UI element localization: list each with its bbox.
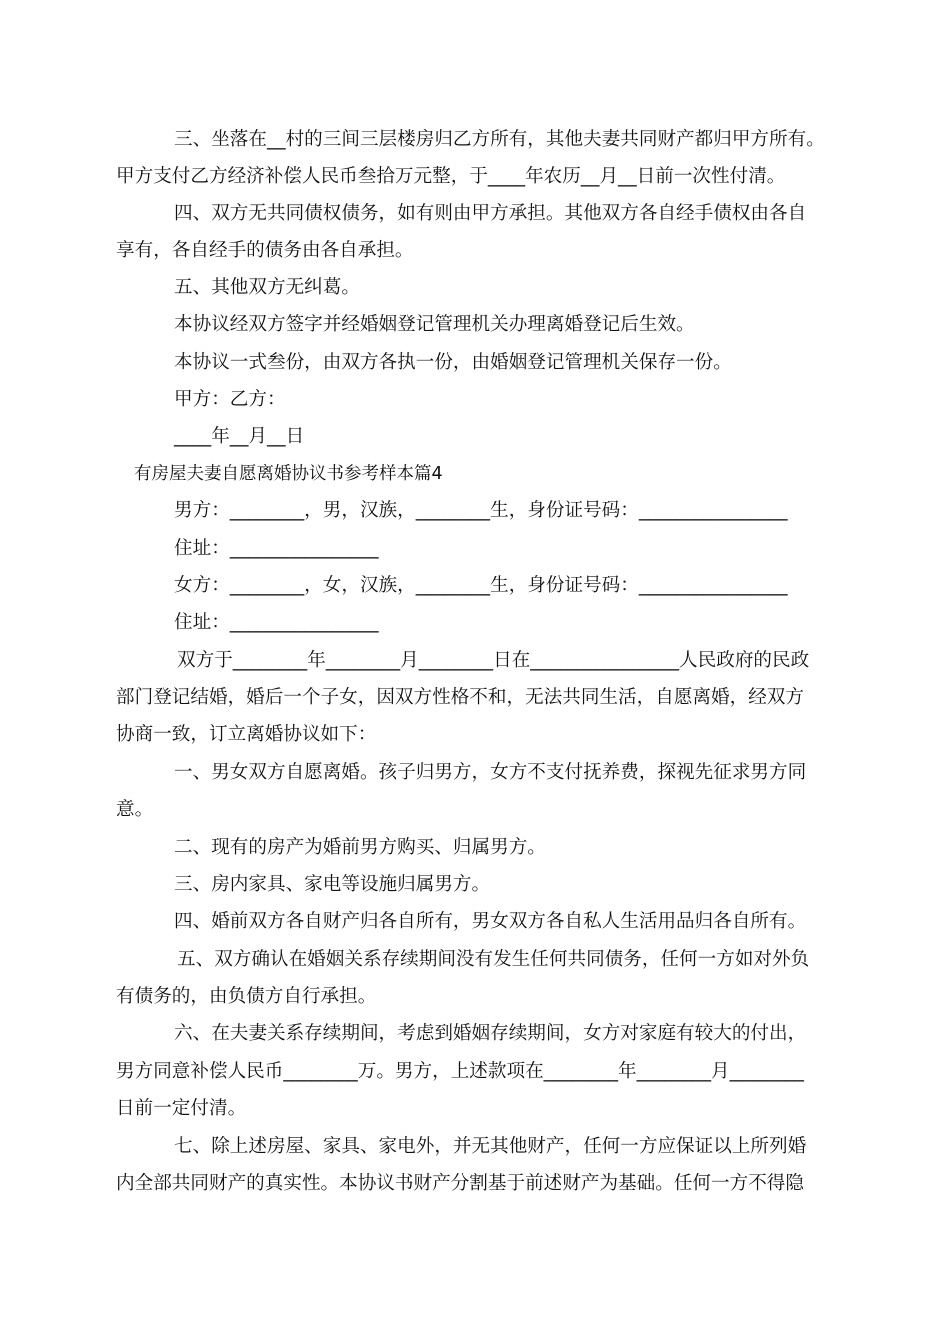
copies-clause: 本协议一式叁份，由双方各执一份，由婚姻登记管理机关保存一份。 <box>174 352 732 373</box>
clause-1-line-1: 一、男女双方自愿离婚。孩子归男方，女方不支付抚养费，探视先征求男方同 <box>174 762 807 783</box>
female-party-info: 女方：________，女，汉族，________生，身份证号码：________________ <box>174 575 788 596</box>
paragraph-3-house-line-2: 甲方支付乙方经济补偿人民币叁拾万元整，于____年农历__月__日前一次性付清。 <box>116 166 786 187</box>
intro-line-1: 双方于________年________月________日在________________人民政府的民政 <box>177 650 810 671</box>
paragraph-5-no-dispute: 五、其他双方无纠葛。 <box>174 277 360 298</box>
female-party-address: 住址：________________ <box>174 612 379 633</box>
effective-clause: 本协议经双方签字并经婚姻登记管理机关办理离婚登记后生效。 <box>174 314 695 335</box>
clause-2: 二、现有的房产为婚前男方购买、归属男方。 <box>174 837 546 858</box>
clause-1-line-2: 意。 <box>116 799 154 820</box>
male-party-info: 男方：________，男，汉族，________生，身份证号码：________________ <box>174 500 788 521</box>
clause-4: 四、婚前双方各自财产归各自所有，男女双方各自私人生活用品归各自所有。 <box>174 911 807 932</box>
intro-line-2: 部门登记结婚，婚后一个子女，因双方性格不和，无法共同生活，自愿离婚，经双方 <box>116 687 804 708</box>
clause-6-line-1: 六、在夫妻关系存续期间，考虑到婚姻存续期间，女方对家庭有较大的付出， <box>174 1023 807 1044</box>
clause-6-line-2: 男方同意补偿人民币________万。男方，上述款项在________年________月________ <box>116 1061 804 1082</box>
paragraph-4-debt-line-2: 享有，各自经手的债务由各自承担。 <box>116 240 414 261</box>
clause-7-line-2: 内全部共同财产的真实性。本协议书财产分割基于前述财产为基础。任何一方不得隐 <box>116 1173 804 1194</box>
clause-7-line-1: 七、除上述房屋、家具、家电外，并无其他财产，任何一方应保证以上所列婚 <box>174 1136 807 1157</box>
paragraph-3-house-line-1: 三、坐落在__村的三间三层楼房归乙方所有，其他夫妻共同财产都归甲方所有。 <box>174 129 825 150</box>
clause-6-line-3: 日前一定付清。 <box>116 1098 247 1119</box>
clause-5-line-2: 有债务的，由负债方自行承担。 <box>116 986 377 1007</box>
signature-parties: 甲方：乙方： <box>174 389 286 410</box>
clause-3: 三、房内家具、家电等设施归属男方。 <box>174 874 491 895</box>
clause-5-line-1: 五、双方确认在婚姻关系存续期间没有发生任何共同债务，任何一方如对外负 <box>177 949 810 970</box>
male-party-address: 住址：________________ <box>174 538 379 559</box>
section-title: 有房屋夫妻自愿离婚协议书参考样本篇4 <box>134 464 443 484</box>
signature-date: ____年__月__日 <box>174 426 305 447</box>
intro-line-3: 协商一致，订立离婚协议如下： <box>116 724 377 745</box>
paragraph-4-debt-line-1: 四、双方无共同债权债务，如有则由甲方承担。其他双方各自经手债权由各自 <box>174 203 807 224</box>
